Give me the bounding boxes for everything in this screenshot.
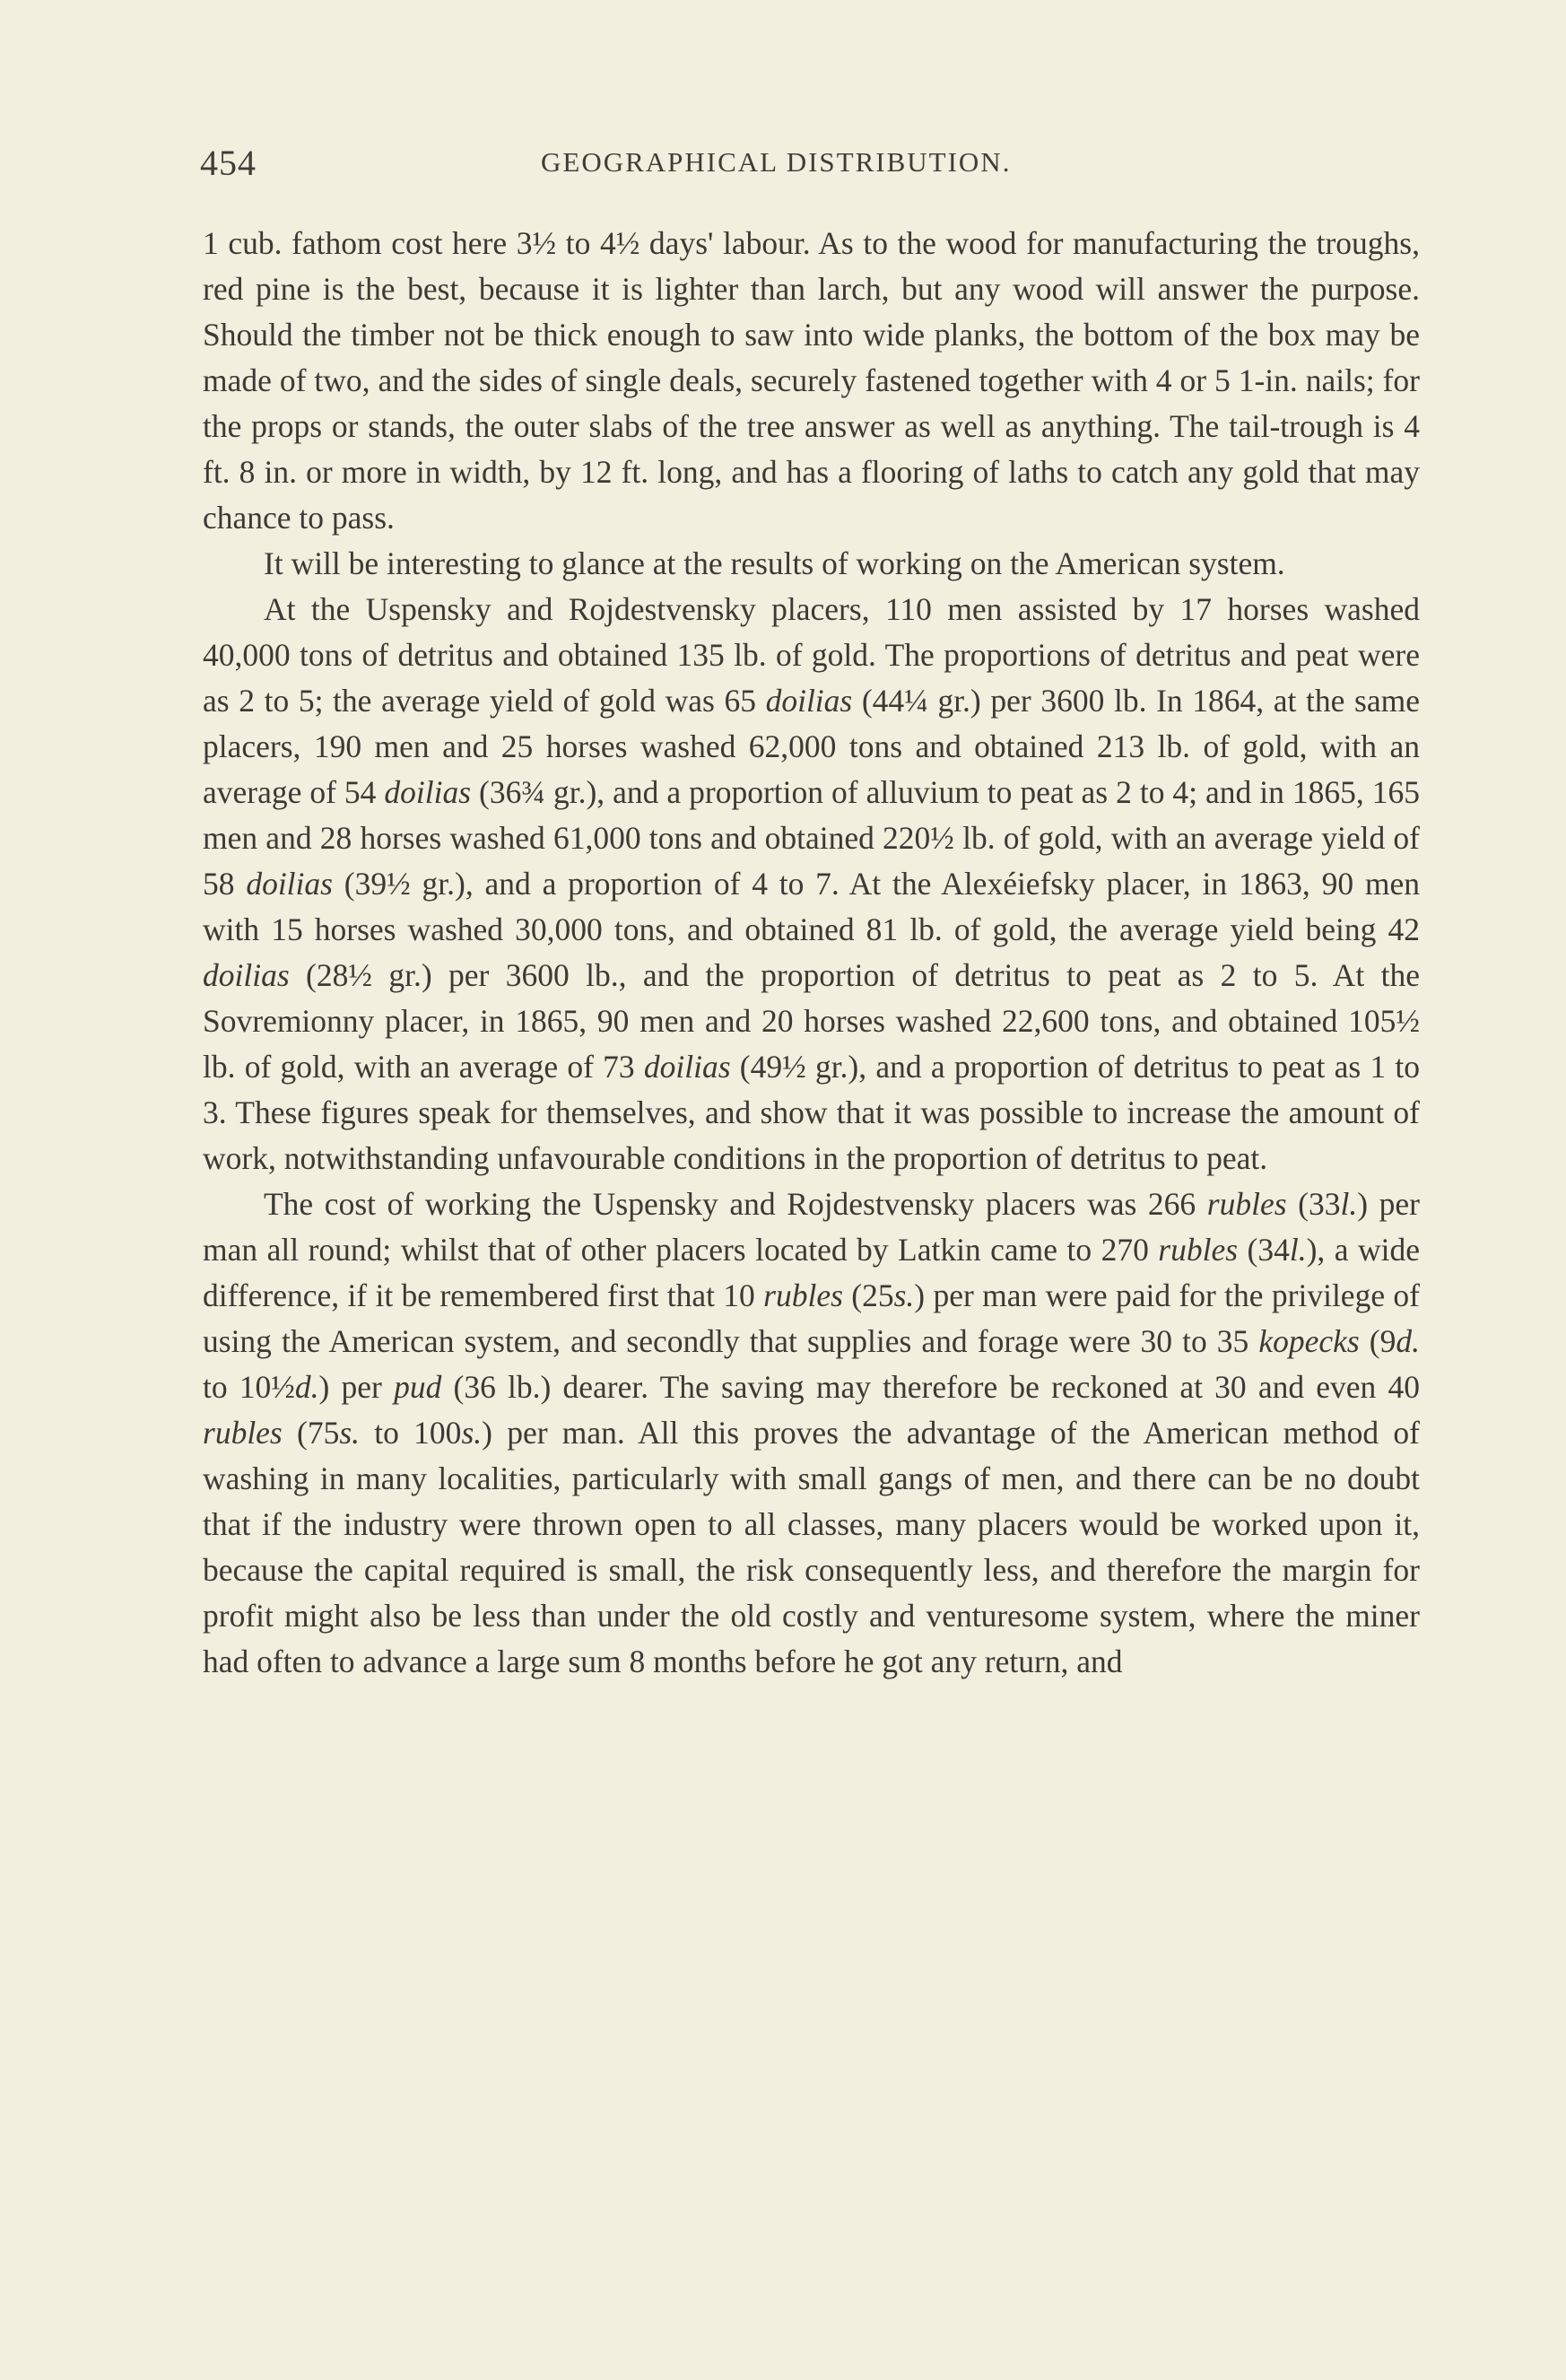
text-run: (9 bbox=[1359, 1323, 1396, 1359]
italic-term: rubles bbox=[763, 1277, 843, 1313]
text-run: (36¾ gr.), and a proportion of alluvium to peat as 2 to 4; and in 1865, 165 men and 28 horses washed 61,000 tons and obtained 220½ lb. of gold, with an average yield of 58 bbox=[203, 774, 1421, 902]
text-run: (44¼ gr.) per 3600 lb. In 1864, at the same placers, 190 men and 25 horses washed 62,000 tons and obtained 213 lb. of gold, with an average of 54 bbox=[203, 683, 1420, 810]
page-header bbox=[200, 142, 1411, 187]
text-run: ) per man were paid for the privilege of using the American system, and secondly that supplies and forage were 30 to 35 bbox=[203, 1277, 1420, 1359]
page-number: 454 bbox=[200, 143, 257, 183]
text-run: ) per man all round; whilst that of other placers located by Latkin came to 270 bbox=[203, 1186, 1421, 1268]
italic-term: s. bbox=[461, 1415, 483, 1451]
text-run: (33 bbox=[1286, 1186, 1341, 1222]
text-run: to 10½ bbox=[203, 1369, 295, 1405]
italic-term: doilias bbox=[203, 957, 290, 993]
italic-term: s. bbox=[893, 1277, 915, 1313]
text-run: (25 bbox=[842, 1277, 894, 1313]
paragraph-continued bbox=[203, 221, 1420, 541]
italic-term: s. bbox=[339, 1415, 361, 1451]
paragraph-placer-results bbox=[203, 587, 1420, 1181]
italic-term: l. bbox=[1340, 1186, 1358, 1222]
text-run: At the Uspensky and Rojdestvensky placers, 110 men assisted by 17 horses washed 40,000 tons of detritus and obtained 135 lb. of gold. The proportions of detritus and peat were as 2 to 5; the average yield of gold was 65 bbox=[203, 591, 1420, 719]
italic-term: d. bbox=[294, 1369, 319, 1405]
italic-term: kopecks bbox=[1258, 1323, 1360, 1359]
paragraph-working-costs bbox=[203, 1181, 1420, 1685]
text-run: (36 lb.) dearer. The saving may therefore be reckoned at 30 and even 40 bbox=[441, 1369, 1420, 1405]
italic-term: d. bbox=[1396, 1323, 1420, 1359]
italic-term: l. bbox=[1289, 1232, 1307, 1268]
text-run: ) per man. All this proves the advantage of the American method of washing in many localities, particularly with small gangs of men, and there can be no doubt that if the industry were thrown open to all classes, many placers would be worked upon it, because the capital required is small, the risk consequently less, and therefore the margin for profit might also be less than under the old costly and venturesome system, where the miner had often to advance a large sum 8 months before he got any return, and bbox=[203, 1415, 1420, 1679]
text-run: (39½ gr.), and a proportion of 4 to 7. At the Alexéiefsky placer, in 1863, 90 men with 15 horses washed 30,000 tons, and obtained 81 lb. of gold, the average yield being 42 bbox=[203, 866, 1421, 947]
paragraph-american-system-intro bbox=[203, 541, 1420, 587]
italic-term: doilias bbox=[765, 683, 853, 719]
text-run: to 100 bbox=[360, 1415, 462, 1451]
text-run: 1 cub. fathom cost here 3½ to 4½ days' labour. As to the wood for manufacturing the troughs, red pine is the best, because it is lighter than larch, but any wood will answer the purpose. Should the timber not be thick enough to saw into wide planks, the bottom of the box may be made of two, and the sides of single deals, securely fastened together with 4 or 5 1-in. nails; for the props or stands, the outer slabs of the tree answer as well as anything. The tail-trough is 4 ft. 8 in. or more in width, by 12 ft. long, and has a flooring of laths to catch any gold that may chance to pass. bbox=[203, 225, 1420, 536]
body-text bbox=[203, 221, 1420, 1685]
running-title: GEOGRAPHICAL DISTRIBUTION. bbox=[541, 146, 1012, 178]
italic-term: rubles bbox=[1206, 1186, 1287, 1222]
text-run: (34 bbox=[1238, 1232, 1290, 1268]
text-run: ) per bbox=[318, 1369, 395, 1405]
text-run: ), a wide difference, if it be remembered first that 10 bbox=[203, 1232, 1420, 1313]
text-run: (75 bbox=[282, 1415, 340, 1451]
italic-term: pud bbox=[394, 1369, 442, 1405]
text-run: (49½ gr.), and a proportion of detritus to peat as 1 to 3. These figures speak for themselves, and show that it was possible to increase the amount of work, notwithstanding unfavourable conditions in the proportion of detritus to peat. bbox=[203, 1049, 1420, 1176]
italic-term: doilias bbox=[643, 1049, 731, 1085]
italic-term: doilias bbox=[246, 866, 333, 902]
text-run: (28½ gr.) per 3600 lb., and the proportion of detritus to peat as 2 to 5. At the Sovremionny placer, in 1865, 90 men and 20 horses washed 22,600 tons, and obtained 105½ lb. of gold, with an average of 73 bbox=[203, 957, 1420, 1085]
italic-term: doilias bbox=[384, 774, 472, 810]
italic-term: rubles bbox=[203, 1415, 283, 1451]
text-run: It will be interesting to glance at the results of working on the American system. bbox=[264, 545, 1285, 581]
text-run: The cost of working the Uspensky and Rojdestvensky placers was 266 bbox=[264, 1186, 1207, 1222]
italic-term: rubles bbox=[1158, 1232, 1239, 1268]
